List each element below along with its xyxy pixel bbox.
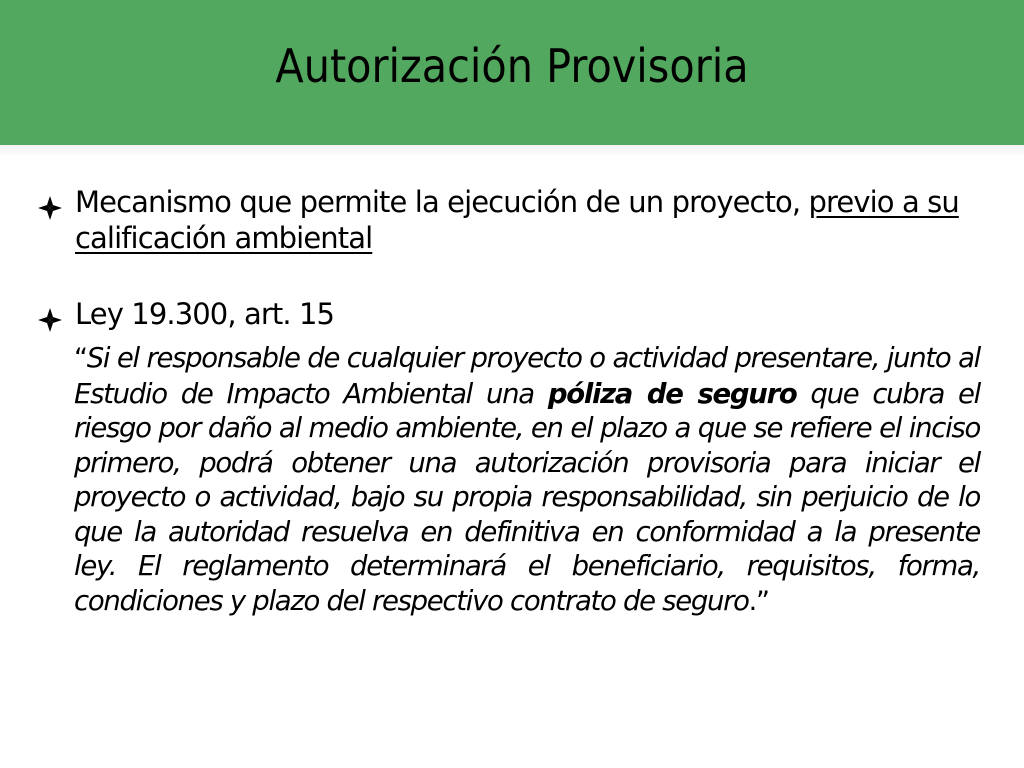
quote-open-mark: “: [74, 343, 87, 374]
bullet-item-mecanismo: [38, 184, 978, 256]
diamond-bullet-icon: [38, 192, 62, 216]
bullet-text-ley: Ley 19.300, art. 15: [75, 297, 335, 331]
bullet-item-ley: [38, 296, 978, 332]
law-quote: [74, 341, 980, 619]
bullet-text-mecanismo: [75, 184, 978, 256]
quote-text-after-bold: que cubra el riesgo por daño al medio ambiente, en el plazo a que se refiere el inciso primero, podrá obtener una autorización provisoria para iniciar el proyecto o actividad, bajo su propia responsabilidad, sin perjuicio de lo que la autoridad resuelva en definitiva en conformidad a la presente ley. El reglamento determinará el beneficiario, requisitos, forma, condiciones y plazo del respectivo contrato de seguro: [74, 377, 980, 617]
quote-bold-text: póliza de seguro: [547, 377, 797, 410]
quote-close-mark: .”: [748, 585, 769, 617]
bullet-text-plain: Mecanismo que permite la ejecución de un proyecto,: [75, 185, 809, 219]
quote-text-before-bold: Si el responsable de cualquier proyecto o actividad presentare, junto al Estudio de Impacto Ambiental una: [74, 342, 980, 410]
bullet-text-underlined: previo a su calificación ambiental: [75, 185, 959, 255]
diamond-bullet-icon: [38, 304, 62, 328]
header-divider: [0, 145, 1024, 157]
slide-title: Autorización Provisoria: [275, 39, 749, 93]
